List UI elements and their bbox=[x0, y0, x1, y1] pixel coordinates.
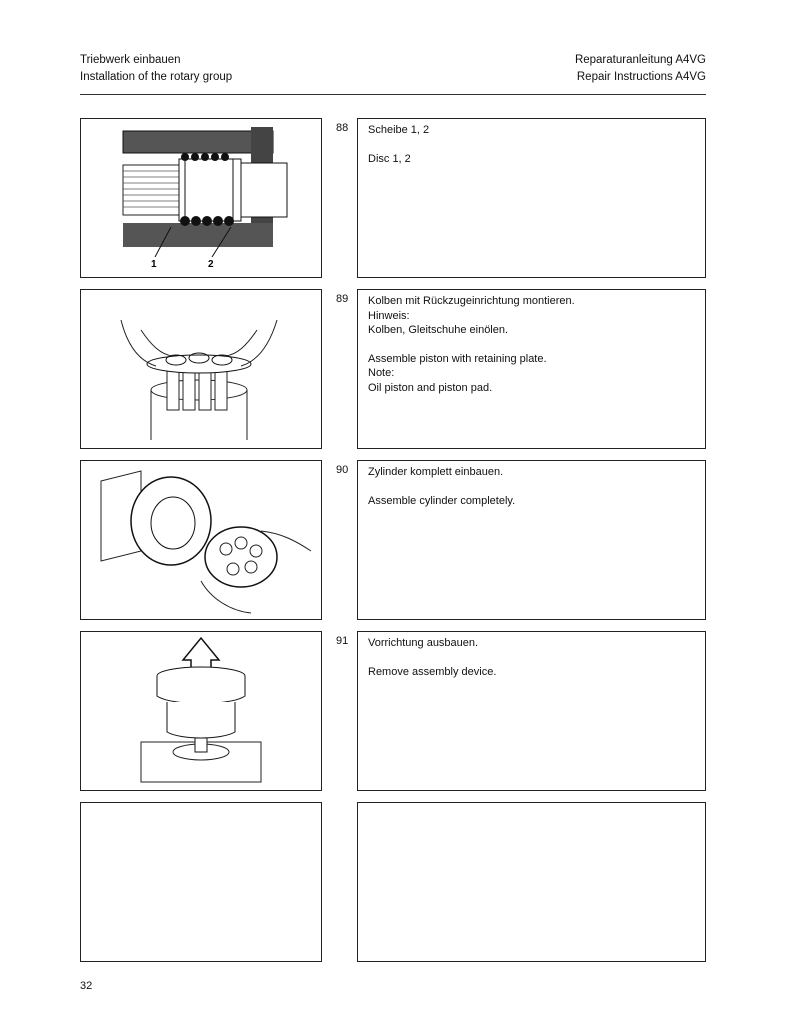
step-91-en: Remove assembly device. bbox=[368, 665, 497, 678]
step-number-90: 90 bbox=[336, 464, 349, 476]
step-89-de-2: Hinweis: bbox=[368, 309, 410, 322]
header-title-de: Triebwerk einbauen bbox=[80, 54, 181, 66]
step-text-88 bbox=[357, 118, 706, 278]
illustration-90-cylinder-install bbox=[80, 460, 322, 620]
step-89-en-1: Assemble piston with retaining plate. bbox=[368, 352, 547, 365]
illustration-91-remove-device bbox=[80, 631, 322, 791]
step-90-de: Zylinder komplett einbauen. bbox=[368, 466, 504, 478]
header-right bbox=[575, 52, 706, 86]
remove-device-drawing bbox=[81, 632, 321, 790]
step-number-91: 91 bbox=[336, 635, 349, 647]
header-doc-en: Repair Instructions A4VG bbox=[576, 71, 706, 83]
step-88-en: Disc 1, 2 bbox=[368, 152, 411, 165]
step-number-89: 89 bbox=[336, 293, 349, 305]
step-number-88: 88 bbox=[336, 122, 349, 134]
disc-cross-section-drawing bbox=[81, 119, 321, 277]
step-91-de: Vorrichtung ausbauen. bbox=[368, 637, 479, 649]
cylinder-install-drawing bbox=[81, 461, 321, 619]
piston-hands-drawing bbox=[81, 290, 321, 448]
illustration-88-disc-assembly bbox=[80, 118, 322, 278]
step-text-89 bbox=[357, 289, 706, 449]
callout-2: 2 bbox=[208, 259, 214, 270]
step-text-91 bbox=[357, 631, 706, 791]
step-88-de: Scheibe 1, 2 bbox=[368, 124, 430, 136]
illustration-89-piston-assembly bbox=[80, 289, 322, 449]
header-title-en: Installation of the rotary group bbox=[80, 71, 233, 83]
step-90-en: Assemble cylinder completely. bbox=[368, 494, 516, 507]
callout-1: 1 bbox=[151, 259, 157, 270]
step-89-en-3: Oil piston and piston pad. bbox=[368, 381, 493, 394]
step-89-en-2: Note: bbox=[368, 367, 395, 379]
step-89-de-3: Kolben, Gleitschuhe einölen. bbox=[368, 324, 509, 336]
empty-illustration-box bbox=[80, 802, 322, 962]
header-left bbox=[80, 52, 232, 86]
page-number: 32 bbox=[80, 980, 93, 992]
header-rule bbox=[80, 94, 706, 95]
step-89-de-1: Kolben mit Rückzugeinrichtung montieren. bbox=[368, 295, 575, 307]
step-text-90 bbox=[357, 460, 706, 620]
header-doc-de: Reparaturanleitung A4VG bbox=[574, 54, 706, 66]
empty-text-box bbox=[357, 802, 706, 962]
